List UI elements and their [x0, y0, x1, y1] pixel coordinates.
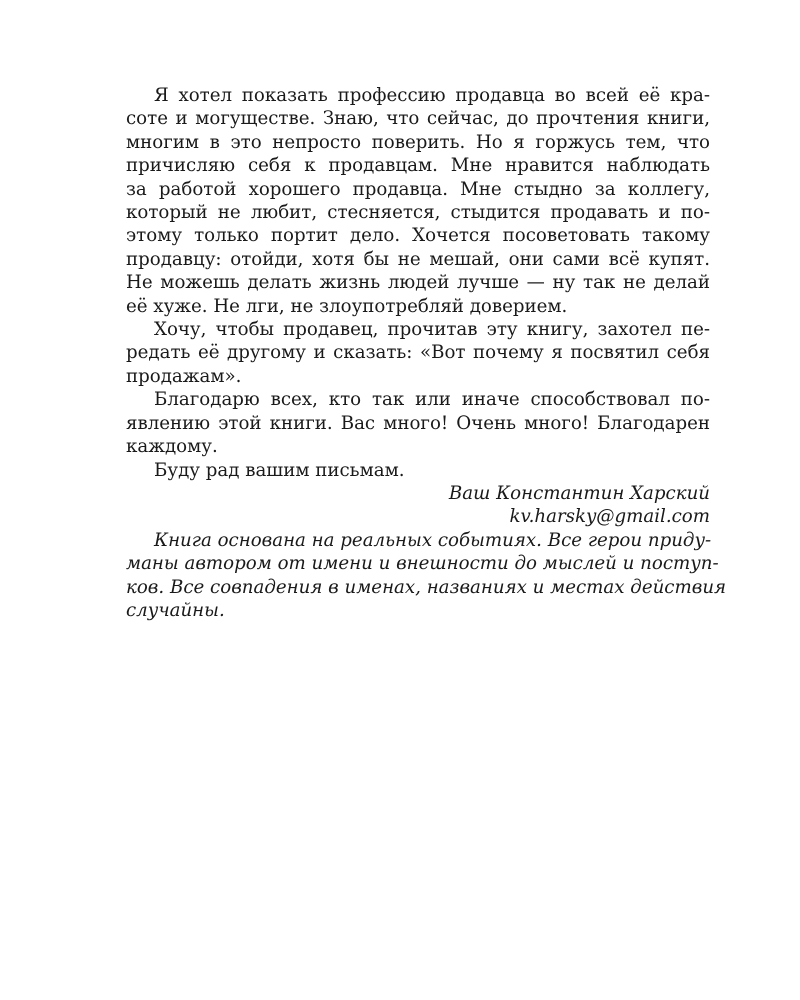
paragraph-thanks [126, 388, 710, 458]
text-line: её хуже. Не лги, не злоупотребляй доверием. [126, 295, 568, 317]
text-line: ков. Все совпадения в именах, названиях и местах действия [126, 576, 727, 598]
text-line: Благодарю всех, кто так или иначе способствовал по- [154, 389, 710, 411]
text-line: этому только портит дело. Хочется посоветовать такому [126, 225, 710, 247]
text-line: который не любит, стесняется, стыдится продавать и по- [126, 202, 710, 224]
text-line: продавцу: отойди, хотя бы не мешай, они сами всё купят. [126, 248, 710, 270]
author-email: kv.harsky@gmail.com [509, 506, 710, 528]
paragraph-intro [126, 84, 710, 318]
book-page [126, 84, 727, 622]
text-line: Хочу, чтобы продавец, прочитав эту книгу, захотел пе- [154, 319, 710, 341]
text-line: явлению этой книги. Вас много! Очень много! Благодарен [126, 412, 710, 434]
text-line: каждому. [126, 436, 218, 458]
text-line: за работой хорошего продавца. Мне стыдно за коллегу, [126, 178, 710, 200]
text-line: продажам». [126, 365, 242, 387]
paragraph-wish [126, 318, 710, 388]
text-line: маны автором от имени и внешности до мыслей и поступ- [126, 553, 719, 575]
text-line: Я хотел показать профессию продавца во всей её кра- [154, 85, 710, 106]
text-line: Буду рад вашим письмам. [154, 459, 405, 481]
text-line: соте и могуществе. Знаю, что сейчас, до прочтения книги, [126, 108, 710, 130]
author-signature: Ваш Константин Харский [448, 482, 710, 504]
text-line: причисляю себя к продавцам. Мне нравится наблюдать [126, 155, 710, 177]
text-line: многим в это непросто поверить. Но я горжусь тем, что [126, 131, 710, 153]
paragraph-letters [126, 459, 710, 482]
text-line: Книга основана на реальных событиях. Все герои приду- [154, 529, 712, 551]
text-line: редать её другому и сказать: «Вот почему я посвятил себя [126, 342, 710, 364]
text-line: Не можешь делать жизнь людей лучше — ну так не делай [126, 272, 710, 294]
text-line: случайны. [126, 599, 225, 621]
disclaimer [126, 529, 727, 623]
